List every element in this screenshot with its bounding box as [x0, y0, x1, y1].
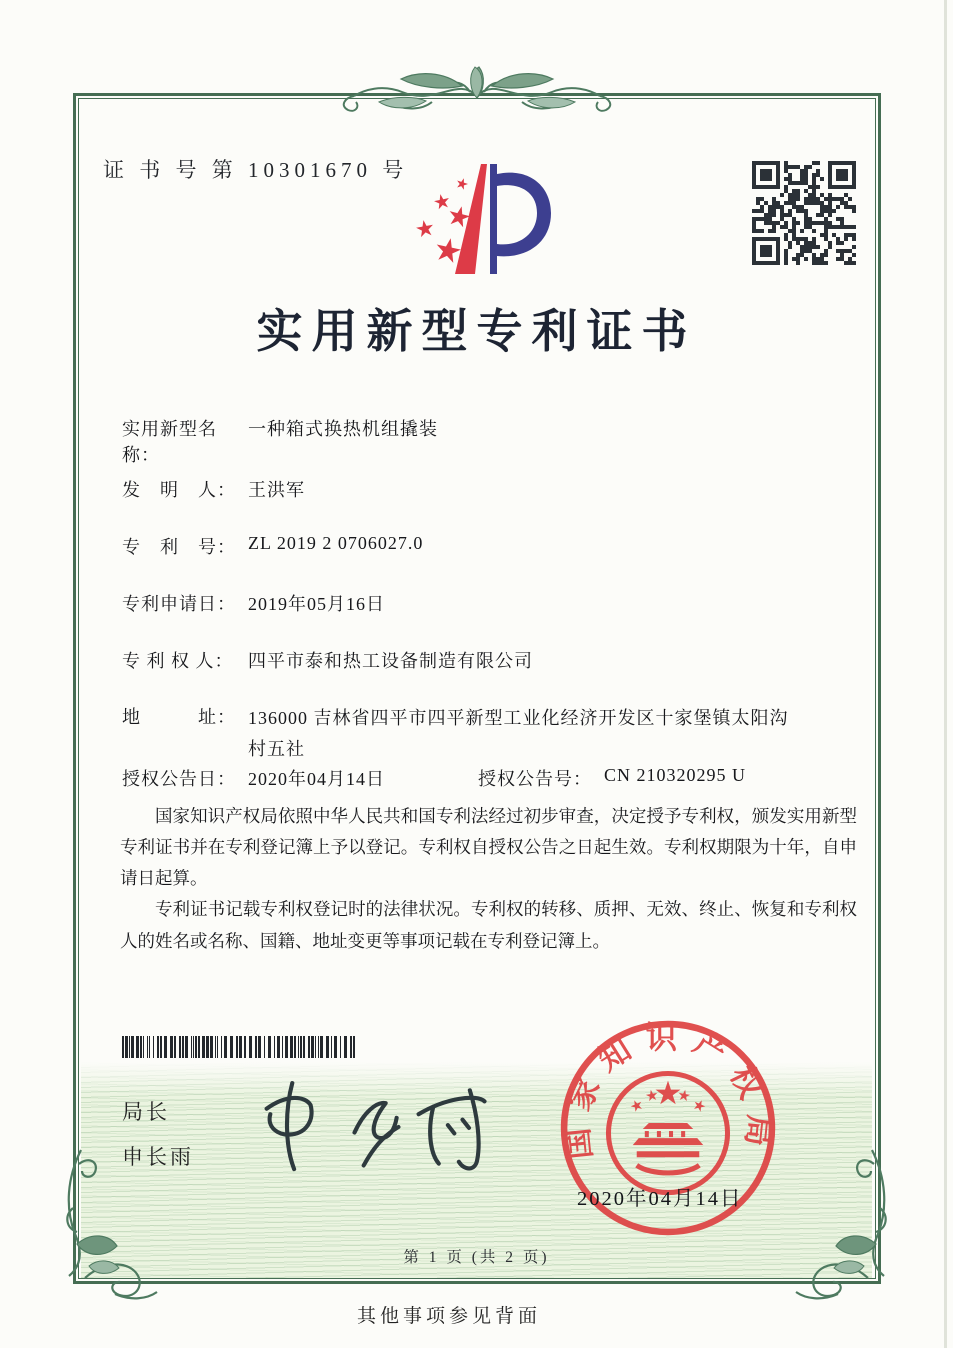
field-value-patentee: 四平市泰和热工设备制造有限公司: [248, 651, 533, 671]
field-label-grant-no: 授权公告号：: [478, 769, 592, 789]
legal-text: [120, 801, 857, 957]
field-label-patentee: 专 利 权 人：: [122, 651, 234, 671]
director-signature-handwriting: [252, 1070, 490, 1184]
field-row-patent-no: [122, 533, 423, 559]
field-row-grant: [122, 765, 747, 791]
cnipa-logo-icon: [398, 160, 560, 288]
seal-grant-date: 2020年04月14日: [577, 1188, 743, 1210]
certificate-title: 实用新型专利证书: [256, 306, 697, 357]
field-value-patent-no: ZL 2019 2 0706027.0: [248, 533, 424, 553]
director-title: 局长: [122, 1101, 170, 1124]
page-number: 第 1 页 (共 2 页): [403, 1249, 550, 1266]
field-row-filing-date: [122, 590, 385, 616]
field-value-inventor: 王洪军: [248, 480, 305, 500]
field-value-name: 一种箱式换热机组撬装: [248, 419, 438, 439]
field-label-grant-date: 授权公告日：: [122, 769, 236, 789]
field-value-grant-no: CN 210320295 U: [604, 765, 747, 785]
logo-blue-p: [497, 173, 551, 257]
scan-edge-shadow: [944, 0, 947, 1348]
field-row-inventor: [122, 476, 305, 502]
barcode: [122, 1036, 356, 1058]
back-side-note: 其他事项参见背面: [356, 1306, 541, 1327]
legal-paragraph-2: 专利证书记载专利权登记时的法律状况。专利权的转移、质押、无效、终止、恢复和专利权人的姓名或名称、国籍、地址变更等事项记载在专利登记簿上。: [120, 899, 857, 951]
field-row-patentee: [122, 647, 533, 673]
seal-national-emblem: [629, 1081, 707, 1173]
top-flourish-ornament: [332, 64, 622, 122]
field-value-grant-date: 2020年04月14日: [248, 769, 385, 789]
field-row-address: [122, 703, 796, 765]
field-value-address: 136000 吉林省四平市四平新型工业化经济开发区十家堡镇太阳沟村五社: [248, 708, 789, 759]
field-label-name: 实用新型名称：: [122, 419, 217, 465]
field-label-filing-date: 专利申请日：: [122, 594, 236, 614]
director-name: 申长雨: [122, 1146, 194, 1169]
field-label-inventor: 发 明 人：: [122, 480, 236, 500]
certificate-number: 证 书 号 第 10301670 号: [103, 158, 409, 182]
field-row-name: [122, 415, 438, 467]
seal-ring-text: 国家知识产权局: [558, 1020, 778, 1161]
field-label-patent-no: 专 利 号：: [122, 537, 236, 557]
legal-paragraph-1: 国家知识产权局依照中华人民共和国专利法经过初步审查，决定授予专利权，颁发实用新型专利证书并在专利登记簿上予以登记。专利权自授权公告之日起生效。专利权期限为十年，自申请日起算。: [120, 806, 857, 889]
field-label-address: 地 址：: [122, 707, 236, 727]
qr-code: [752, 161, 856, 265]
field-value-filing-date: 2019年05月16日: [248, 594, 385, 614]
